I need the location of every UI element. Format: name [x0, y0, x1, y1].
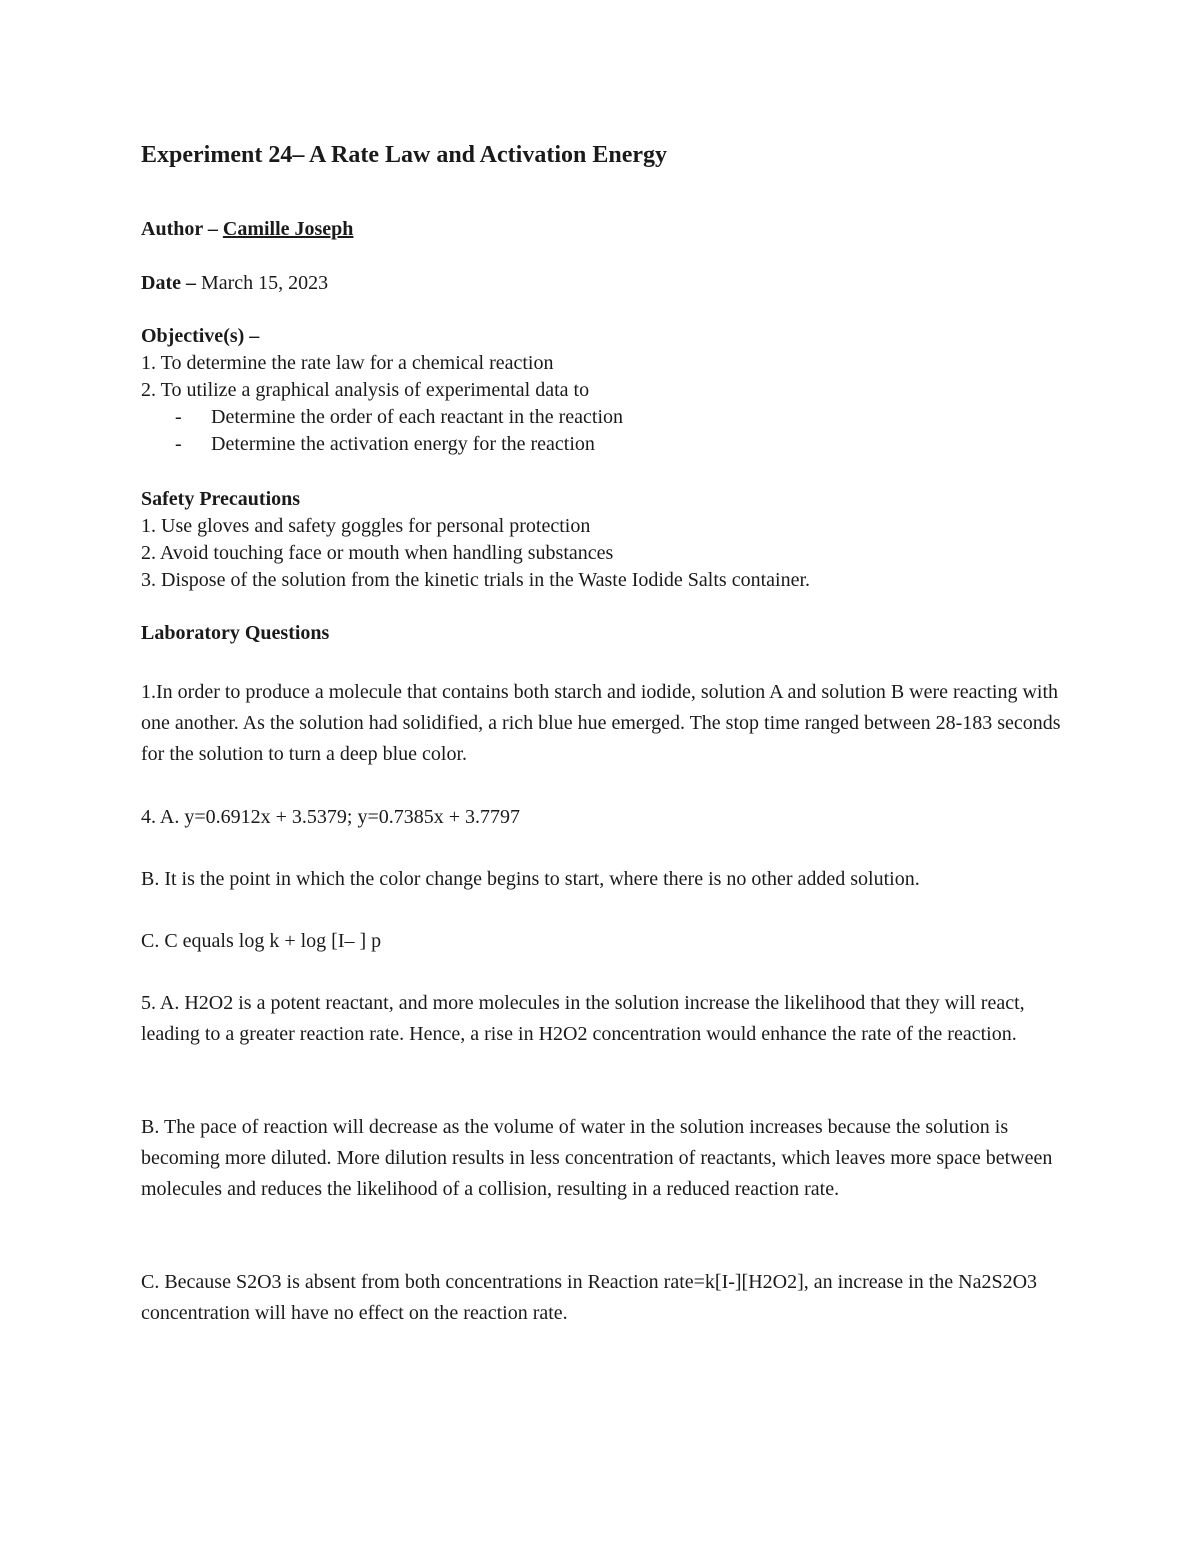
- objective-subitem-text: Determine the order of each reactant in the reaction: [211, 406, 624, 428]
- safety-item: 2. Avoid touching face or mouth when handling substances: [141, 542, 614, 564]
- lab-questions-heading: Laboratory Questions: [141, 622, 330, 644]
- answer-paragraph: C. C equals log k + log [I– ] p: [141, 930, 382, 952]
- document-title: Experiment 24– A Rate Law and Activation Energy: [141, 142, 667, 168]
- answer-paragraph: 5. A. H2O2 is a potent reactant, and more molecules in the solution increase the likelihood that they will react, leading to a greater reaction rate. Hence, a rise in H2O2 concentration would enhance the rate of the reaction.: [141, 992, 1025, 1045]
- answer-paragraph: B. The pace of reaction will decrease as the volume of water in the solution increases because the solution is becoming more diluted. More dilution results in less concentration of reactants, which leaves more space between molecules and reduces the likelihood of a collision, resulting in a reduced reaction rate.: [141, 1116, 1053, 1200]
- objectives-heading: Objective(s) –: [141, 325, 260, 347]
- objective-item: 1. To determine the rate law for a chemical reaction: [141, 352, 554, 374]
- objective-subitem-text: Determine the activation energy for the reaction: [211, 433, 595, 455]
- objective-subitem: [175, 431, 595, 458]
- author-label: Author –: [141, 218, 218, 240]
- objective-subitem: [175, 404, 623, 431]
- author-line: [141, 216, 353, 243]
- safety-item: 1. Use gloves and safety goggles for personal protection: [141, 515, 591, 537]
- answer-paragraph: B. It is the point in which the color change begins to start, where there is no other added solution.: [141, 868, 920, 890]
- safety-item: 3. Dispose of the solution from the kinetic trials in the Waste Iodide Salts container.: [141, 569, 811, 591]
- answer-paragraph: 1.In order to produce a molecule that contains both starch and iodide, solution A and solution B were reacting with one another. As the solution had solidified, a rich blue hue emerged. The stop time ranged between 28-183 seconds for the solution to turn a deep blue color.: [141, 681, 1061, 765]
- date-line: [141, 270, 328, 297]
- dash-bullet: -: [175, 406, 182, 428]
- date-value: March 15, 2023: [200, 272, 329, 294]
- objective-item: 2. To utilize a graphical analysis of experimental data to: [141, 379, 590, 401]
- answer-paragraph: C. Because S2O3 is absent from both concentrations in Reaction rate=k[I-][H2O2], an increase in the Na2S2O3 concentration will have no effect on the reaction rate.: [141, 1271, 1038, 1324]
- author-name: Camille Joseph: [222, 218, 354, 240]
- safety-heading: Safety Precautions: [141, 488, 301, 510]
- answer-paragraph: 4. A. y=0.6912x + 3.5379; y=0.7385x + 3.7797: [141, 806, 521, 828]
- date-label: Date –: [141, 272, 196, 294]
- dash-bullet: -: [175, 433, 182, 455]
